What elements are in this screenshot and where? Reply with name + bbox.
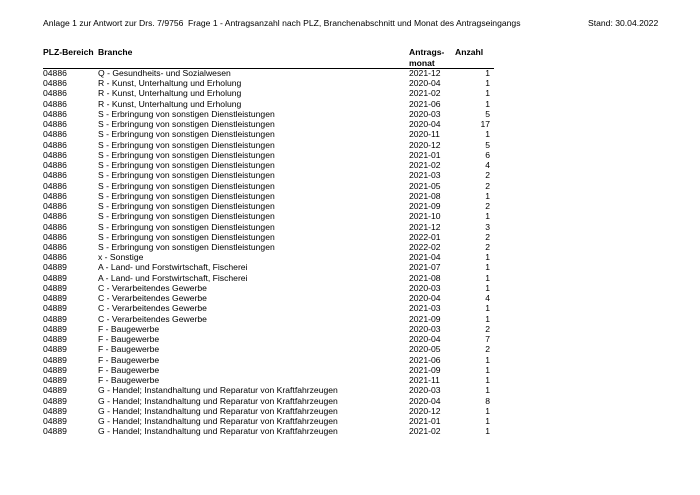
- cell-branche: S - Erbringung von sonstigen Dienstleistungen: [98, 190, 275, 201]
- cell-anzahl: 1: [485, 272, 490, 283]
- cell-branche: A - Land- und Forstwirtschaft, Fischerei: [98, 272, 248, 283]
- cell-anzahl: 1: [485, 303, 490, 314]
- cell-branche: G - Handel; Instandhaltung und Reparatur von Kraftfahrzeugen: [98, 415, 338, 426]
- cell-plz: 04889: [43, 354, 67, 365]
- cell-plz: 04889: [43, 293, 67, 304]
- cell-branche: S - Erbringung von sonstigen Dienstleistungen: [98, 211, 275, 222]
- cell-monat: 2021-01: [409, 415, 441, 426]
- table-row: [0, 426, 700, 436]
- cell-monat: 2020-11: [409, 129, 440, 140]
- document-date: Stand: 30.04.2022: [588, 18, 659, 28]
- cell-anzahl: 1: [485, 68, 490, 78]
- cell-branche: C - Verarbeitendes Gewerbe: [98, 303, 207, 314]
- column-header-branche: Branche: [98, 47, 133, 57]
- cell-anzahl: 2: [485, 180, 490, 191]
- cell-monat: 2020-03: [409, 323, 441, 334]
- cell-plz: 04886: [43, 160, 67, 171]
- cell-branche: S - Erbringung von sonstigen Dienstleistungen: [98, 231, 275, 242]
- table-row: [0, 375, 700, 385]
- cell-monat: 2020-12: [409, 139, 441, 150]
- cell-monat: 2021-10: [409, 211, 441, 222]
- cell-monat: 2020-04: [409, 119, 441, 130]
- cell-branche: S - Erbringung von sonstigen Dienstleistungen: [98, 160, 275, 171]
- cell-anzahl: 2: [485, 323, 490, 334]
- cell-branche: Q - Gesundheits- und Sozialwesen: [98, 68, 231, 78]
- cell-anzahl: 1: [485, 375, 490, 386]
- table-row: [0, 314, 700, 324]
- document-reference: Anlage 1 zur Antwort zur Drs. 7/9756: [43, 18, 184, 28]
- cell-anzahl: 2: [485, 241, 490, 252]
- cell-anzahl: 4: [485, 160, 490, 171]
- cell-plz: 04886: [43, 108, 67, 119]
- cell-monat: 2021-05: [409, 180, 441, 191]
- cell-plz: 04889: [43, 313, 67, 324]
- table-row: [0, 140, 700, 150]
- cell-monat: 2021-02: [409, 160, 441, 171]
- cell-branche: R - Kunst, Unterhaltung und Erholung: [98, 78, 242, 89]
- cell-monat: 2021-03: [409, 170, 441, 181]
- cell-anzahl: 7: [485, 334, 490, 345]
- cell-plz: 04886: [43, 231, 67, 242]
- table-row: [0, 242, 700, 252]
- cell-monat: 2021-01: [409, 149, 441, 160]
- cell-monat: 2020-05: [409, 344, 441, 355]
- table-row: [0, 222, 700, 232]
- table-row: [0, 160, 700, 170]
- cell-monat: 2020-04: [409, 78, 441, 89]
- table-row: [0, 201, 700, 211]
- cell-branche: F - Baugewerbe: [98, 364, 160, 375]
- cell-branche: G - Handel; Instandhaltung und Reparatur von Kraftfahrzeugen: [98, 385, 338, 396]
- cell-plz: 04889: [43, 426, 67, 437]
- cell-branche: R - Kunst, Unterhaltung und Erholung: [98, 98, 242, 109]
- cell-monat: 2022-01: [409, 231, 441, 242]
- cell-plz: 04886: [43, 88, 67, 99]
- cell-branche: S - Erbringung von sonstigen Dienstleistungen: [98, 241, 275, 252]
- table-row: [0, 119, 700, 129]
- cell-anzahl: 1: [485, 252, 490, 263]
- table-row: [0, 252, 700, 262]
- cell-plz: 04889: [43, 303, 67, 314]
- cell-plz: 04886: [43, 119, 67, 130]
- cell-branche: x - Sonstige: [98, 252, 144, 263]
- cell-branche: R - Kunst, Unterhaltung und Erholung: [98, 88, 242, 99]
- cell-branche: F - Baugewerbe: [98, 323, 160, 334]
- cell-anzahl: 2: [485, 231, 490, 242]
- table-row: [0, 109, 700, 119]
- table-row: [0, 406, 700, 416]
- cell-anzahl: 1: [485, 364, 490, 375]
- cell-anzahl: 1: [485, 129, 490, 140]
- cell-monat: 2020-03: [409, 385, 441, 396]
- cell-anzahl: 1: [485, 354, 490, 365]
- document-title: Frage 1 - Antragsanzahl nach PLZ, Branchenabschnitt und Monat des Antragseingangs: [188, 18, 521, 28]
- cell-anzahl: 1: [485, 88, 490, 99]
- cell-monat: 2021-08: [409, 272, 441, 283]
- table-row: [0, 88, 700, 98]
- cell-anzahl: 5: [485, 139, 490, 150]
- cell-anzahl: 5: [485, 108, 490, 119]
- cell-anzahl: 1: [485, 190, 490, 201]
- cell-anzahl: 1: [485, 262, 490, 273]
- cell-anzahl: 2: [485, 170, 490, 181]
- cell-monat: 2020-04: [409, 293, 441, 304]
- cell-branche: S - Erbringung von sonstigen Dienstleistungen: [98, 180, 275, 191]
- table-row: [0, 129, 700, 139]
- table-row: [0, 211, 700, 221]
- cell-plz: 04889: [43, 262, 67, 273]
- cell-plz: 04886: [43, 211, 67, 222]
- cell-anzahl: 1: [485, 282, 490, 293]
- table-row: [0, 293, 700, 303]
- cell-anzahl: 1: [485, 313, 490, 324]
- cell-plz: 04886: [43, 129, 67, 140]
- cell-anzahl: 1: [485, 426, 490, 437]
- cell-branche: G - Handel; Instandhaltung und Reparatur von Kraftfahrzeugen: [98, 395, 338, 406]
- cell-plz: 04889: [43, 405, 67, 416]
- table-row: [0, 365, 700, 375]
- cell-plz: 04886: [43, 139, 67, 150]
- cell-anzahl: 1: [485, 415, 490, 426]
- cell-branche: F - Baugewerbe: [98, 354, 160, 365]
- cell-branche: S - Erbringung von sonstigen Dienstleistungen: [98, 201, 275, 212]
- cell-branche: G - Handel; Instandhaltung und Reparatur von Kraftfahrzeugen: [98, 405, 338, 416]
- cell-branche: S - Erbringung von sonstigen Dienstleistungen: [98, 108, 275, 119]
- table-row: [0, 303, 700, 313]
- cell-plz: 04886: [43, 201, 67, 212]
- cell-anzahl: 2: [485, 201, 490, 212]
- column-header-anzahl: Anzahl: [455, 47, 484, 57]
- table-row: [0, 416, 700, 426]
- cell-plz: 04886: [43, 221, 67, 232]
- table-row: [0, 344, 700, 354]
- cell-plz: 04889: [43, 282, 67, 293]
- cell-plz: 04886: [43, 180, 67, 191]
- table-row: [0, 191, 700, 201]
- cell-plz: 04886: [43, 252, 67, 263]
- cell-plz: 04889: [43, 323, 67, 334]
- cell-monat: 2021-06: [409, 354, 441, 365]
- cell-monat: 2021-07: [409, 262, 441, 273]
- table-row: [0, 232, 700, 242]
- cell-plz: 04889: [43, 375, 67, 386]
- table-row: [0, 181, 700, 191]
- table-row: [0, 150, 700, 160]
- column-header-monat: Antrags-: [409, 47, 445, 57]
- cell-plz: 04886: [43, 98, 67, 109]
- cell-branche: S - Erbringung von sonstigen Dienstleistungen: [98, 119, 275, 130]
- cell-monat: 2021-02: [409, 426, 441, 437]
- cell-anzahl: 1: [485, 98, 490, 109]
- table-row: [0, 68, 700, 78]
- cell-monat: 2020-12: [409, 405, 441, 416]
- cell-branche: F - Baugewerbe: [98, 344, 160, 355]
- cell-branche: S - Erbringung von sonstigen Dienstleistungen: [98, 149, 275, 160]
- cell-monat: 2021-09: [409, 201, 441, 212]
- column-header-plz: PLZ-Bereich: [43, 47, 94, 57]
- cell-plz: 04886: [43, 170, 67, 181]
- cell-plz: 04889: [43, 272, 67, 283]
- cell-monat: 2020-03: [409, 108, 441, 119]
- cell-monat: 2021-02: [409, 88, 441, 99]
- cell-monat: 2021-09: [409, 313, 441, 324]
- table-row: [0, 170, 700, 180]
- cell-monat: 2021-06: [409, 98, 441, 109]
- cell-branche: C - Verarbeitendes Gewerbe: [98, 282, 207, 293]
- table-row: [0, 355, 700, 365]
- cell-anzahl: 1: [485, 405, 490, 416]
- table-row: [0, 99, 700, 109]
- cell-branche: F - Baugewerbe: [98, 375, 160, 386]
- cell-monat: 2020-04: [409, 334, 441, 345]
- table-row: [0, 78, 700, 88]
- cell-monat: 2021-03: [409, 303, 441, 314]
- cell-branche: S - Erbringung von sonstigen Dienstleistungen: [98, 221, 275, 232]
- cell-branche: S - Erbringung von sonstigen Dienstleistungen: [98, 129, 275, 140]
- cell-anzahl: 1: [485, 211, 490, 222]
- table-row: [0, 324, 700, 334]
- data-table: [0, 68, 700, 436]
- cell-monat: 2020-03: [409, 282, 441, 293]
- cell-branche: S - Erbringung von sonstigen Dienstleistungen: [98, 139, 275, 150]
- cell-monat: 2021-09: [409, 364, 441, 375]
- table-row: [0, 273, 700, 283]
- cell-branche: A - Land- und Forstwirtschaft, Fischerei: [98, 262, 248, 273]
- cell-anzahl: 1: [485, 385, 490, 396]
- cell-plz: 04889: [43, 415, 67, 426]
- cell-anzahl: 3: [485, 221, 490, 232]
- cell-plz: 04889: [43, 344, 67, 355]
- cell-monat: 2021-04: [409, 252, 441, 263]
- cell-plz: 04889: [43, 334, 67, 345]
- cell-anzahl: 4: [485, 293, 490, 304]
- cell-monat: 2022-02: [409, 241, 441, 252]
- cell-branche: C - Verarbeitendes Gewerbe: [98, 313, 207, 324]
- table-row: [0, 283, 700, 293]
- column-header-monat-line2: monat: [409, 58, 435, 68]
- cell-plz: 04886: [43, 149, 67, 160]
- cell-branche: F - Baugewerbe: [98, 334, 160, 345]
- cell-monat: 2021-12: [409, 68, 441, 78]
- cell-anzahl: 8: [485, 395, 490, 406]
- table-row: [0, 334, 700, 344]
- cell-plz: 04886: [43, 241, 67, 252]
- cell-monat: 2021-11: [409, 375, 440, 386]
- cell-plz: 04886: [43, 78, 67, 89]
- cell-monat: 2021-12: [409, 221, 441, 232]
- table-row: [0, 262, 700, 272]
- cell-branche: C - Verarbeitendes Gewerbe: [98, 293, 207, 304]
- cell-plz: 04886: [43, 190, 67, 201]
- cell-anzahl: 17: [480, 119, 490, 130]
- cell-monat: 2021-08: [409, 190, 441, 201]
- cell-plz: 04886: [43, 68, 67, 78]
- cell-anzahl: 6: [485, 149, 490, 160]
- cell-anzahl: 1: [485, 78, 490, 89]
- cell-branche: G - Handel; Instandhaltung und Reparatur von Kraftfahrzeugen: [98, 426, 338, 437]
- table-row: [0, 396, 700, 406]
- cell-plz: 04889: [43, 385, 67, 396]
- table-row: [0, 385, 700, 395]
- cell-monat: 2020-04: [409, 395, 441, 406]
- cell-anzahl: 2: [485, 344, 490, 355]
- cell-branche: S - Erbringung von sonstigen Dienstleistungen: [98, 170, 275, 181]
- cell-plz: 04889: [43, 364, 67, 375]
- cell-plz: 04889: [43, 395, 67, 406]
